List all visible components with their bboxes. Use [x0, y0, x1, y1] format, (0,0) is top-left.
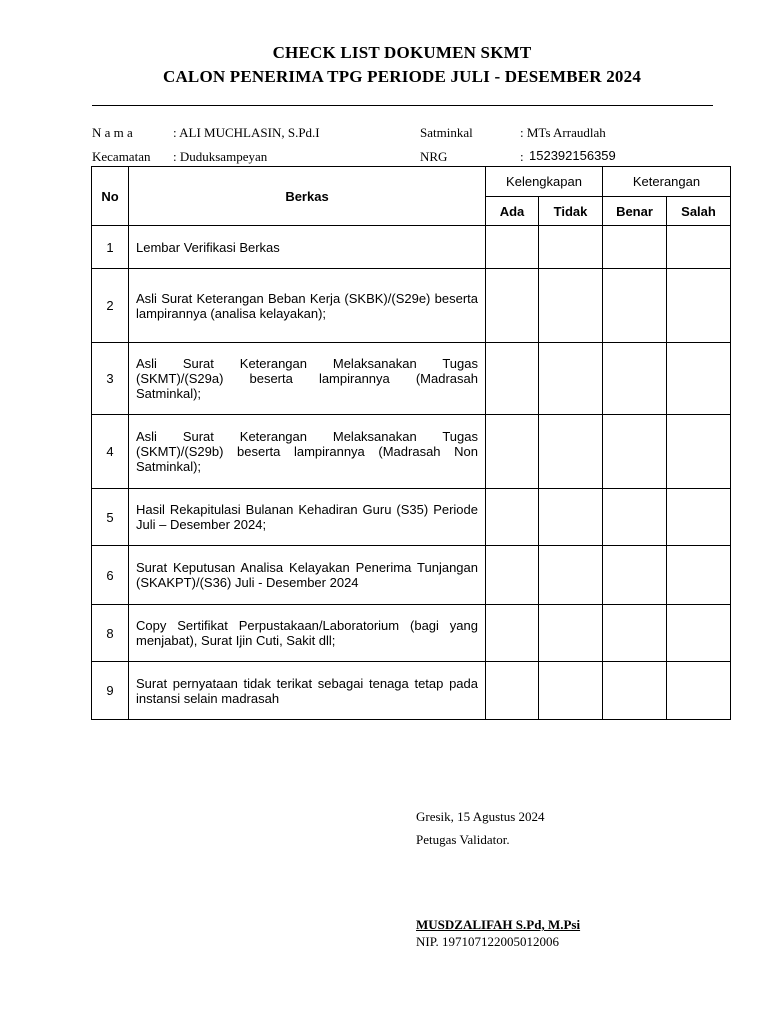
nrg-label: NRG [420, 149, 448, 164]
row-berkas: Copy Sertifikat Perpustakaan/Laboratorium (bagi yang menjabat), Surat Ijin Cuti, Sakit dll; [129, 605, 486, 662]
cell-tidak[interactable] [539, 546, 603, 605]
row-number: 1 [92, 226, 129, 269]
row-berkas: Hasil Rekapitulasi Bulanan Kehadiran Guru (S35) Periode Juli – Desember 2024; [129, 489, 486, 546]
table-row [92, 662, 731, 720]
nrg-value: 152392156359 [529, 148, 616, 163]
kecamatan-value: : Duduksampeyan [173, 149, 268, 164]
table-row [92, 269, 731, 343]
cell-salah[interactable] [667, 269, 731, 343]
satminkal-value: : MTs Arraudlah [520, 125, 606, 140]
table-row [92, 605, 731, 662]
table-row [92, 489, 731, 546]
signature-place-date: Gresik, 15 Agustus 2024 [416, 809, 545, 824]
header-tidak: Tidak [539, 197, 603, 226]
cell-tidak[interactable] [539, 269, 603, 343]
row-number: 2 [92, 269, 129, 343]
cell-ada[interactable] [486, 226, 539, 269]
nrg-colon: : [520, 149, 524, 164]
row-berkas: Surat pernyataan tidak terikat sebagai tenaga tetap pada instansi selain madrasah [129, 662, 486, 720]
signatory-nip: NIP. 197107122005012006 [416, 934, 560, 949]
cell-salah[interactable] [667, 343, 731, 415]
cell-salah[interactable] [667, 605, 731, 662]
document-subtitle: CALON PENERIMA TPG PERIODE JULI - DESEMBER 2024 [162, 67, 642, 86]
cell-ada[interactable] [486, 662, 539, 720]
row-number: 9 [92, 662, 129, 720]
cell-tidak[interactable] [539, 226, 603, 269]
row-berkas: Asli Surat Keterangan Melaksanakan Tugas (SKMT)/(S29a) beserta lampirannya (Madrasah Satminkal); [129, 343, 486, 415]
cell-tidak[interactable] [539, 662, 603, 720]
cell-tidak[interactable] [539, 415, 603, 489]
document-title: CHECK LIST DOKUMEN SKMT [272, 43, 532, 62]
cell-tidak[interactable] [539, 489, 603, 546]
cell-benar[interactable] [603, 269, 667, 343]
cell-salah[interactable] [667, 415, 731, 489]
row-berkas: Asli Surat Keterangan Beban Kerja (SKBK)/(S29e) beserta lampirannya (analisa kelayakan); [129, 269, 486, 343]
cell-benar[interactable] [603, 343, 667, 415]
cell-salah[interactable] [667, 226, 731, 269]
row-number: 5 [92, 489, 129, 546]
row-number: 8 [92, 605, 129, 662]
cell-ada[interactable] [486, 269, 539, 343]
signatory-name: MUSDZALIFAH S.Pd, M.Psi [416, 917, 581, 932]
row-number: 6 [92, 546, 129, 605]
row-berkas: Asli Surat Keterangan Melaksanakan Tugas (SKMT)/(S29b) beserta lampirannya (Madrasah Non Satminkal); [129, 415, 486, 489]
cell-salah[interactable] [667, 489, 731, 546]
cell-benar[interactable] [603, 605, 667, 662]
cell-benar[interactable] [603, 546, 667, 605]
nama-label: N a m a [92, 125, 133, 140]
table-row [92, 415, 731, 489]
cell-ada[interactable] [486, 415, 539, 489]
cell-tidak[interactable] [539, 605, 603, 662]
cell-ada[interactable] [486, 546, 539, 605]
row-number: 3 [92, 343, 129, 415]
table-row [92, 343, 731, 415]
header-berkas: Berkas [129, 167, 486, 226]
cell-ada[interactable] [486, 343, 539, 415]
cell-benar[interactable] [603, 489, 667, 546]
header-no: No [92, 167, 129, 226]
nama-value: : ALI MUCHLASIN, S.Pd.I [173, 125, 320, 140]
cell-tidak[interactable] [539, 343, 603, 415]
kecamatan-label: Kecamatan [92, 149, 151, 164]
row-berkas: Lembar Verifikasi Berkas [129, 226, 486, 269]
cell-benar[interactable] [603, 662, 667, 720]
cell-benar[interactable] [603, 415, 667, 489]
header-divider [92, 105, 713, 106]
header-keterangan: Keterangan [603, 167, 731, 197]
header-ada: Ada [486, 197, 539, 226]
row-number: 4 [92, 415, 129, 489]
cell-ada[interactable] [486, 605, 539, 662]
header-kelengkapan: Kelengkapan [486, 167, 603, 197]
signature-role: Petugas Validator. [416, 832, 510, 847]
satminkal-label: Satminkal [420, 125, 473, 140]
header-salah: Salah [667, 197, 731, 226]
table-row [92, 226, 731, 269]
cell-salah[interactable] [667, 546, 731, 605]
cell-benar[interactable] [603, 226, 667, 269]
row-berkas: Surat Keputusan Analisa Kelayakan Penerima Tunjangan (SKAKPT)/(S36) Juli - Desember 2024 [129, 546, 486, 605]
table-row [92, 546, 731, 605]
header-benar: Benar [603, 197, 667, 226]
cell-salah[interactable] [667, 662, 731, 720]
cell-ada[interactable] [486, 489, 539, 546]
checklist-table [91, 166, 731, 720]
